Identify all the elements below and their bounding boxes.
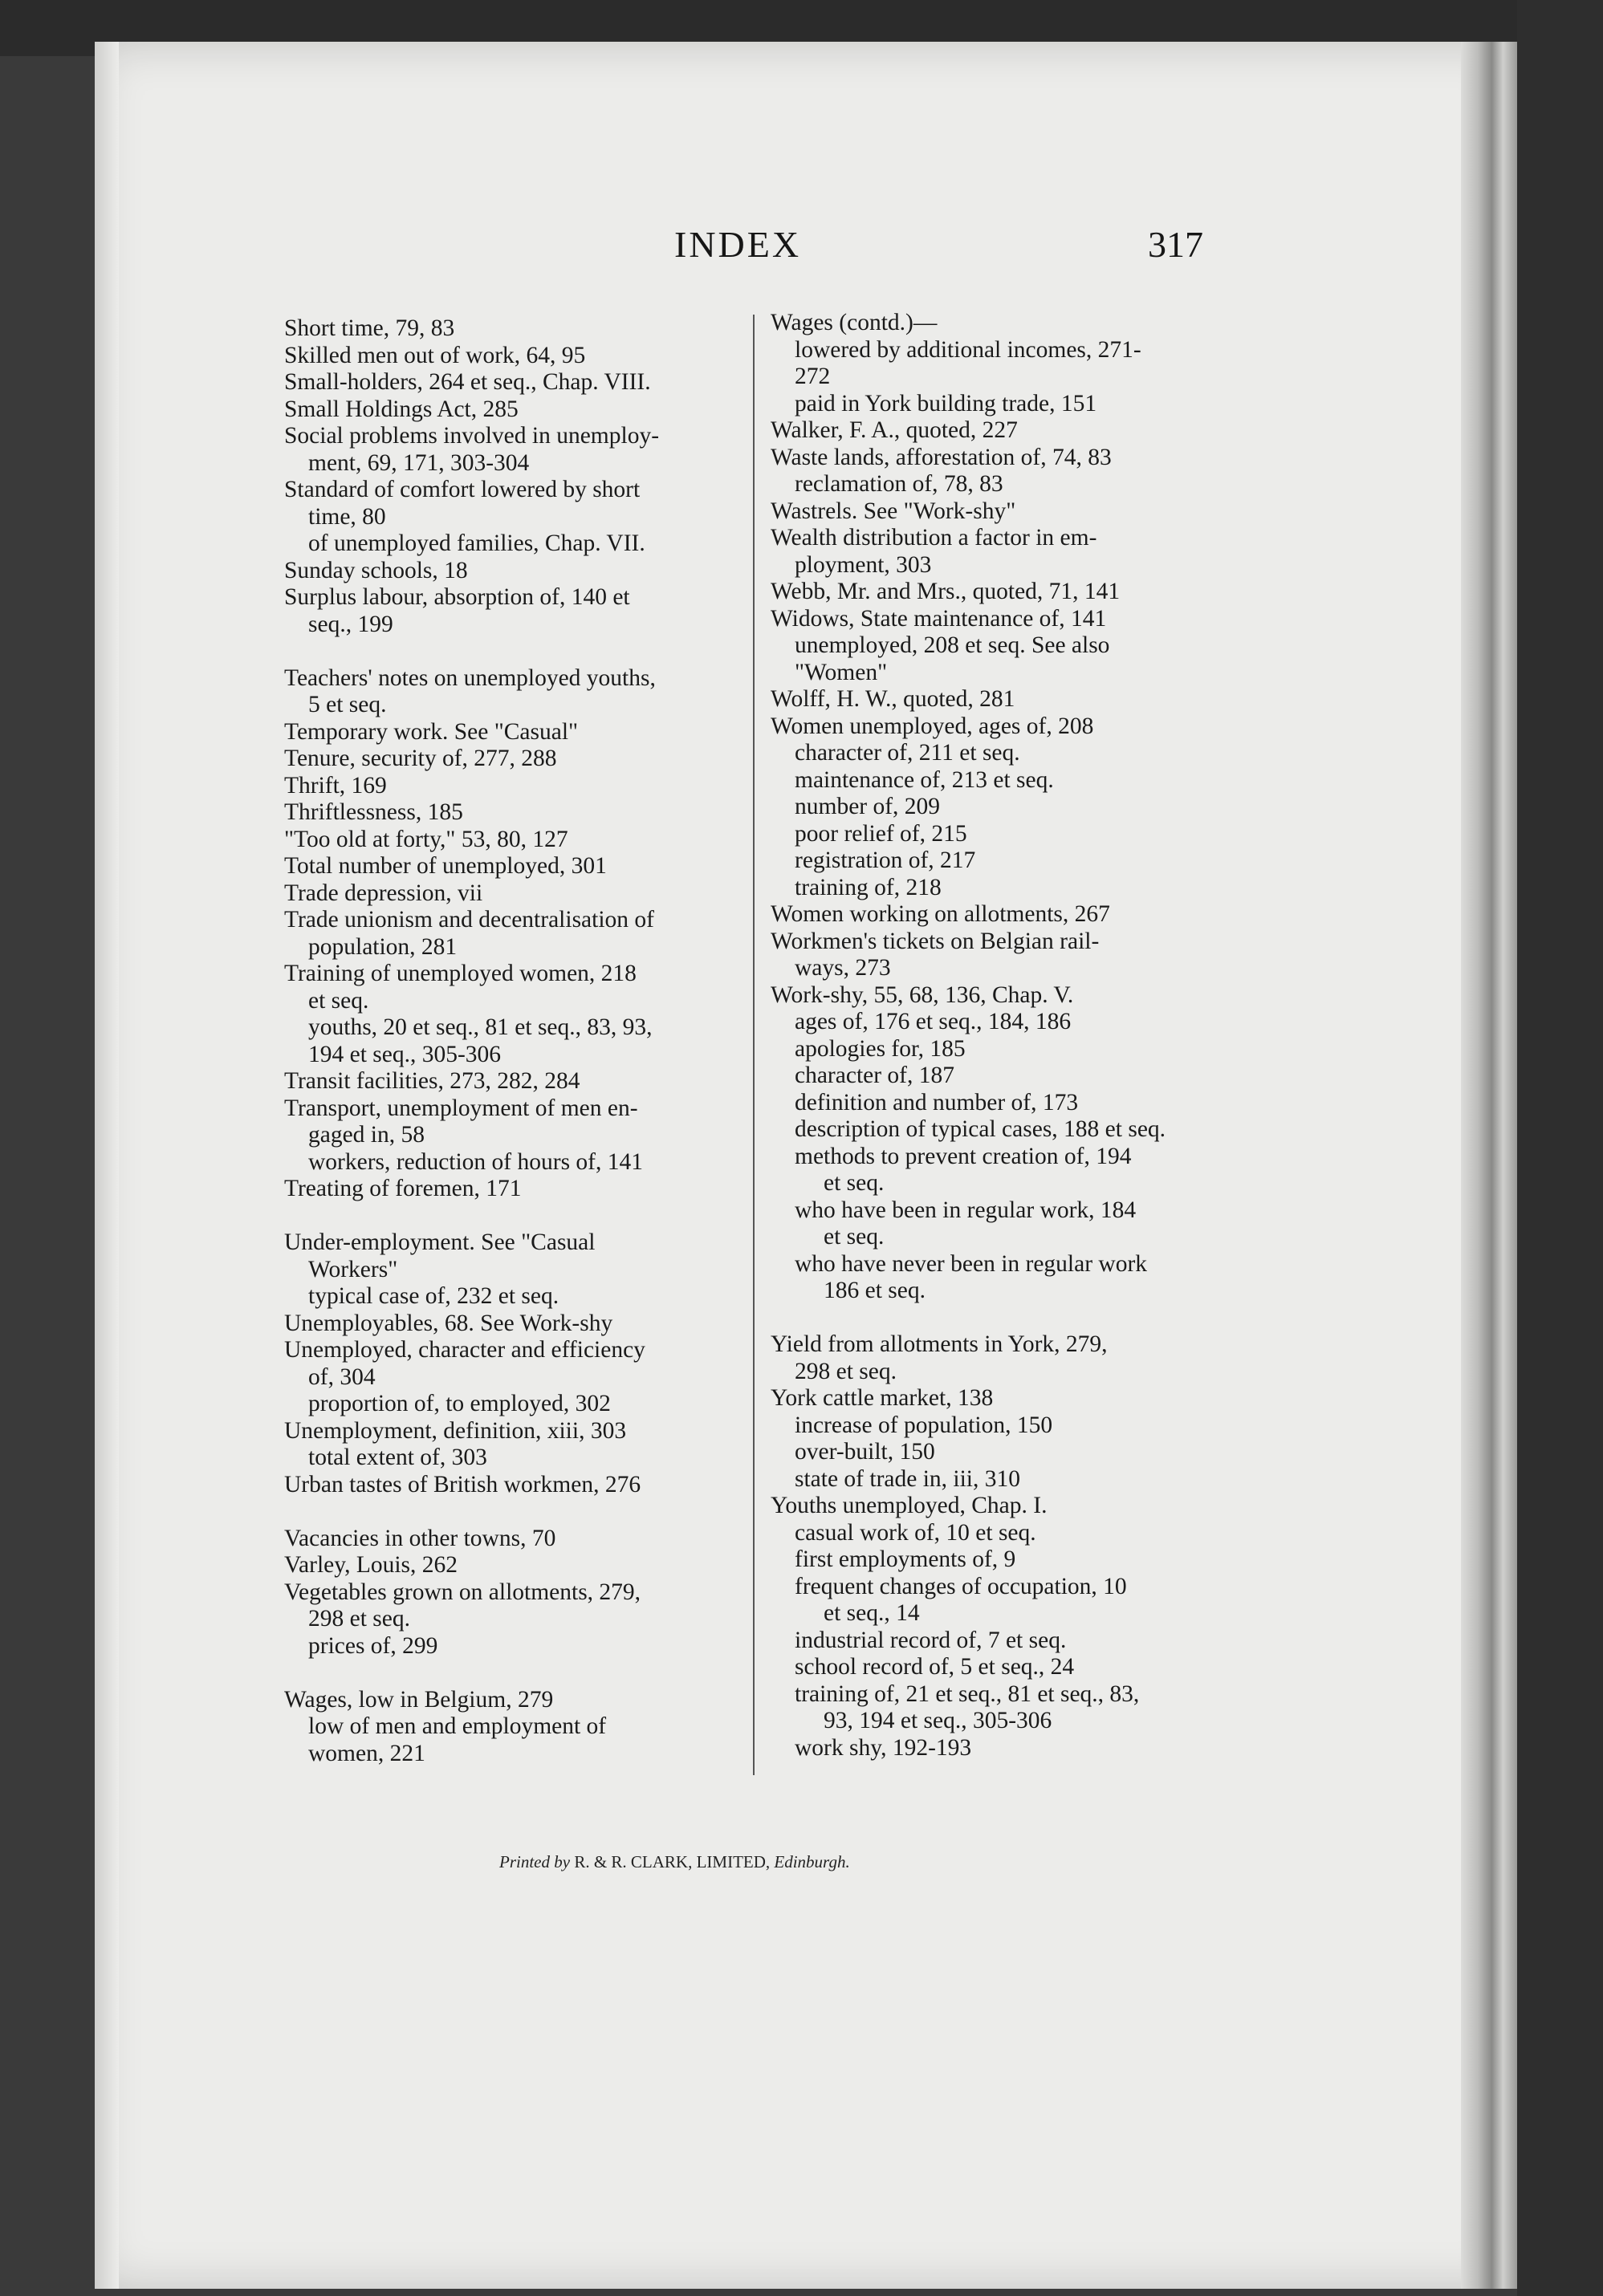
page-left-edge [95, 42, 119, 2289]
index-subentry: workers, reduction of hours of, 141 [308, 1148, 644, 1175]
index-subentry: population, 281 [308, 933, 458, 960]
imprint-printed-by: Printed by [499, 1852, 571, 1871]
index-entry: Wages, low in Belgium, 279 [284, 1686, 554, 1713]
index-subentry: character of, 211 et seq. [795, 740, 1020, 766]
index-entry: Trade unionism and decentralisation of [284, 907, 654, 933]
index-subentry: et seq. [824, 1224, 885, 1250]
index-subentry: training of, 21 et seq., 81 et seq., 83, [795, 1680, 1140, 1707]
imprint-city: Edinburgh. [774, 1852, 850, 1871]
index-entry: Walker, F. A., quoted, 227 [771, 417, 1018, 443]
index-entry: Transport, unemployment of men en- [284, 1095, 638, 1121]
index-subentry: seq., 199 [308, 611, 393, 637]
index-entry: Wolff, H. W., quoted, 281 [771, 686, 1015, 712]
index-entry: Social problems involved in unemploy- [284, 423, 660, 449]
index-subentry: 298 et seq. [795, 1358, 897, 1384]
index-subentry: number of, 209 [795, 794, 941, 819]
index-subentry: casual work of, 10 et seq. [795, 1519, 1036, 1546]
index-subentry: increase of population, 150 [795, 1412, 1053, 1438]
index-entry: Workmen's tickets on Belgian rail- [771, 928, 1100, 954]
index-gap [284, 1660, 734, 1687]
index-entry: Unemployables, 68. See Work-shy [284, 1310, 613, 1336]
index-subentry: "Women" [795, 659, 888, 685]
index-subentry: industrial record of, 7 et seq. [795, 1627, 1067, 1653]
index-subentry: of, 304 [308, 1363, 376, 1390]
index-entry: Skilled men out of work, 64, 95 [284, 342, 586, 368]
index-entry: Tenure, security of, 277, 288 [284, 746, 557, 771]
index-subentry: Workers" [308, 1256, 398, 1282]
index-subentry: over-built, 150 [795, 1439, 935, 1465]
index-subentry: et seq. [308, 987, 369, 1014]
column-divider [753, 315, 755, 1775]
index-subentry: ages of, 176 et seq., 184, 186 [795, 1009, 1072, 1034]
index-subentry: first employments of, 9 [795, 1546, 1016, 1572]
index-entry: Small-holders, 264 et seq., Chap. VIII. [284, 369, 651, 395]
index-subentry: 186 et seq. [824, 1278, 926, 1303]
index-entry: Surplus labour, absorption of, 140 et [284, 584, 630, 610]
index-entry: Youths unemployed, Chap. I. [771, 1493, 1048, 1518]
index-entry: Training of unemployed women, 218 [284, 961, 637, 986]
index-subentry: unemployed, 208 et seq. See also [795, 632, 1110, 658]
index-gap [284, 1498, 734, 1526]
index-entry: Waste lands, afforestation of, 74, 83 [771, 444, 1112, 470]
index-subentry: methods to prevent creation of, 194 [795, 1143, 1132, 1169]
index-subentry: school record of, 5 et seq., 24 [795, 1654, 1075, 1680]
index-subentry: apologies for, 185 [795, 1035, 966, 1062]
index-subentry: who have been in regular work, 184 [795, 1197, 1137, 1223]
index-subentry: reclamation of, 78, 83 [795, 471, 1003, 497]
index-subentry: of unemployed families, Chap. VII. [308, 530, 645, 556]
index-subentry: paid in York building trade, 151 [795, 390, 1097, 417]
index-gap [771, 1305, 1220, 1332]
page-number: 317 [1148, 224, 1203, 265]
index-entry: Vacancies in other towns, 70 [284, 1525, 556, 1551]
index-column-right [771, 310, 1220, 1762]
index-entry: Transit facilities, 273, 282, 284 [284, 1068, 580, 1094]
index-entry: Thrift, 169 [284, 772, 387, 799]
index-subentry: youths, 20 et seq., 81 et seq., 83, 93, [308, 1014, 653, 1040]
index-subentry: character of, 187 [795, 1063, 955, 1088]
index-entry: Wastrels. See "Work-shy" [771, 498, 1016, 524]
index-entry: Thriftlessness, 185 [284, 799, 463, 825]
index-entry: Teachers' notes on unemployed youths, [284, 664, 656, 691]
index-subentry: time, 80 [308, 503, 386, 530]
index-subentry: women, 221 [308, 1740, 425, 1766]
index-subentry: description of typical cases, 188 et seq. [795, 1116, 1166, 1142]
index-entry: York cattle market, 138 [771, 1385, 994, 1411]
index-subentry: 298 et seq. [308, 1606, 410, 1632]
index-subentry: registration of, 217 [795, 847, 976, 873]
index-subentry: who have never been in regular work [795, 1250, 1148, 1277]
index-entry: Treating of foremen, 171 [284, 1176, 522, 1201]
index-subentry: maintenance of, 213 et seq. [795, 766, 1054, 793]
index-subentry: 272 [795, 364, 831, 389]
index-subentry: et seq. [824, 1170, 885, 1196]
index-subentry: lowered by additional incomes, 271- [795, 336, 1141, 363]
index-entry: Wages (contd.)— [771, 310, 938, 335]
index-entry: Sunday schools, 18 [284, 557, 468, 583]
index-subentry: proportion of, to employed, 302 [308, 1391, 611, 1416]
index-entry: Small Holdings Act, 285 [284, 396, 519, 422]
index-entry: Temporary work. See "Casual" [284, 718, 579, 745]
index-entry: Vegetables grown on allotments, 279, [284, 1579, 641, 1605]
index-entry: "Too old at forty," 53, 80, 127 [284, 826, 568, 852]
index-entry: Wealth distribution a factor in em- [771, 525, 1097, 551]
index-subentry: 93, 194 et seq., 305-306 [824, 1708, 1052, 1733]
index-entry: Total number of unemployed, 301 [284, 853, 607, 879]
page-right-edge [1461, 42, 1517, 2289]
index-subentry: training of, 218 [795, 874, 942, 900]
index-subentry: 194 et seq., 305-306 [308, 1041, 502, 1067]
index-subentry: 5 et seq. [308, 692, 387, 717]
printer-imprint [499, 1852, 850, 1872]
index-entry: Short time, 79, 83 [284, 315, 455, 341]
index-entry: Work-shy, 55, 68, 136, Chap. V. [771, 981, 1074, 1008]
index-gap [284, 638, 734, 665]
index-subentry: gaged in, 58 [308, 1122, 425, 1148]
index-entry: Trade depression, vii [284, 880, 483, 906]
index-subentry: work shy, 192-193 [795, 1734, 972, 1761]
index-gap [284, 1203, 734, 1230]
book-spine-shadow [1517, 0, 1603, 2296]
imprint-printer: R. & R. CLARK, LIMITED, [574, 1852, 771, 1871]
index-subentry: total extent of, 303 [308, 1445, 487, 1470]
index-entry: Webb, Mr. and Mrs., quoted, 71, 141 [771, 579, 1121, 604]
index-entry: Yield from allotments in York, 279, [771, 1331, 1108, 1357]
index-entry: Women unemployed, ages of, 208 [771, 713, 1094, 739]
index-entry: Widows, State maintenance of, 141 [771, 605, 1107, 632]
index-subentry: prices of, 299 [308, 1632, 438, 1659]
index-column-left [284, 315, 734, 1767]
index-entry: Unemployment, definition, xiii, 303 [284, 1417, 627, 1444]
index-subentry: state of trade in, iii, 310 [795, 1465, 1020, 1492]
index-subentry: ployment, 303 [795, 551, 932, 578]
index-subentry: poor relief of, 215 [795, 820, 967, 847]
page-title: INDEX [674, 224, 802, 265]
index-subentry: frequent changes of occupation, 10 [795, 1573, 1127, 1599]
index-entry: Under-employment. See "Casual [284, 1229, 596, 1255]
index-subentry: ment, 69, 171, 303-304 [308, 449, 530, 476]
index-subentry: typical case of, 232 et seq. [308, 1283, 559, 1309]
index-subentry: ways, 273 [795, 955, 891, 981]
index-subentry: definition and number of, 173 [795, 1089, 1079, 1115]
index-entry: Urban tastes of British workmen, 276 [284, 1471, 641, 1497]
index-subentry: et seq., 14 [824, 1600, 920, 1626]
index-entry: Unemployed, character and efficiency [284, 1337, 645, 1363]
index-entry: Varley, Louis, 262 [284, 1552, 458, 1578]
index-entry: Women working on allotments, 267 [771, 901, 1110, 927]
index-entry: Standard of comfort lowered by short [284, 477, 641, 502]
index-subentry: low of men and employment of [308, 1713, 607, 1739]
